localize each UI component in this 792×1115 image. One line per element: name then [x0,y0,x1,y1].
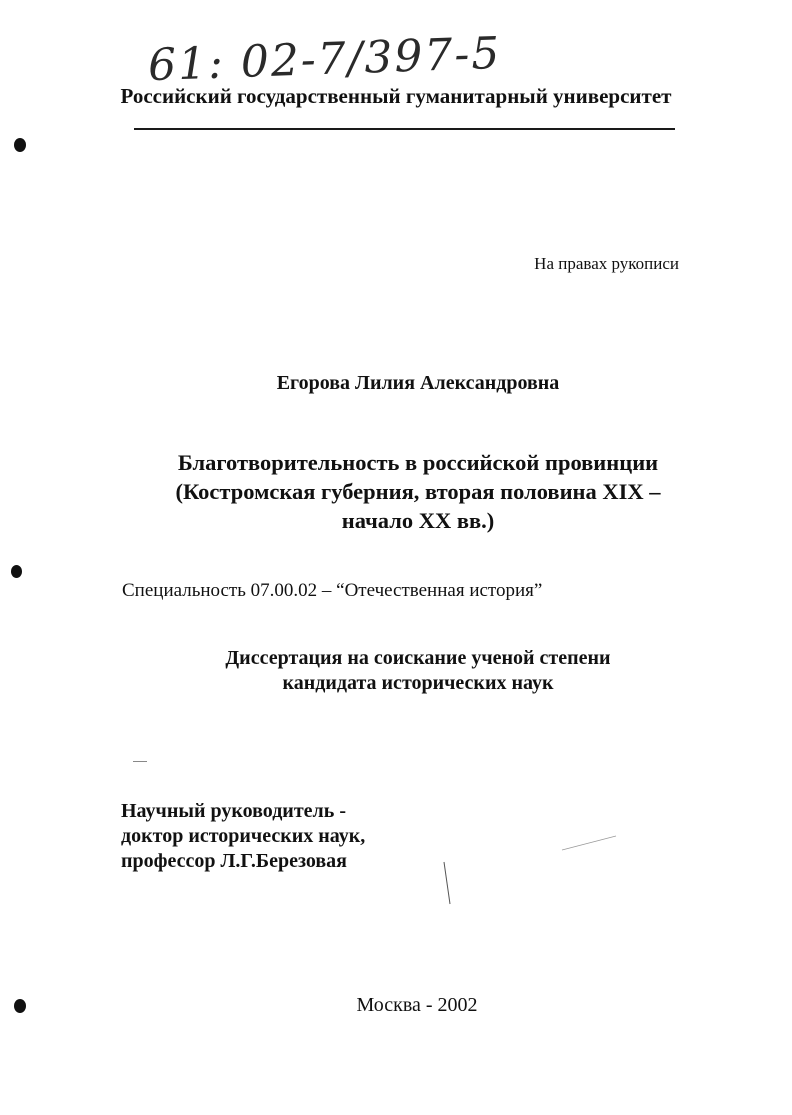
advisor-line: Научный руководитель - [121,800,346,822]
title-line: (Костромская губерния, вторая половина XIX – [175,479,661,504]
title-line: начало XX вв.) [341,508,495,533]
advisor-line: доктор исторических наук, [121,825,366,847]
scan-pen-stroke [440,860,460,910]
punch-hole-mark [14,138,26,152]
dissertation-title [0,448,792,535]
scientific-advisor [121,799,365,874]
specialty: Специальность 07.00.02 – “Отечественная история” [122,580,543,601]
author-name: Егорова Лилия Александровна [276,372,560,394]
university-name: Российский государственный гуманитарный университет [120,84,672,108]
scan-pen-stroke [560,830,620,855]
header-rule [134,128,675,130]
title-line: Благотворительность в российской провинции [177,450,659,475]
degree-line: Диссертация на соискание ученой степени [225,647,611,669]
degree-line: кандидата исторических наук [282,672,554,694]
punch-hole-mark [11,565,22,578]
advisor-line: профессор Л.Г.Березовая [121,850,347,872]
city-year: Москва - 2002 [356,994,478,1016]
punch-hole-mark [14,999,26,1013]
scan-dash-mark [133,761,147,762]
degree-statement [0,646,792,696]
manuscript-note: На правах рукописи [534,254,679,273]
handwritten-archive-code: 61: 02-7/397-5 [147,27,503,92]
